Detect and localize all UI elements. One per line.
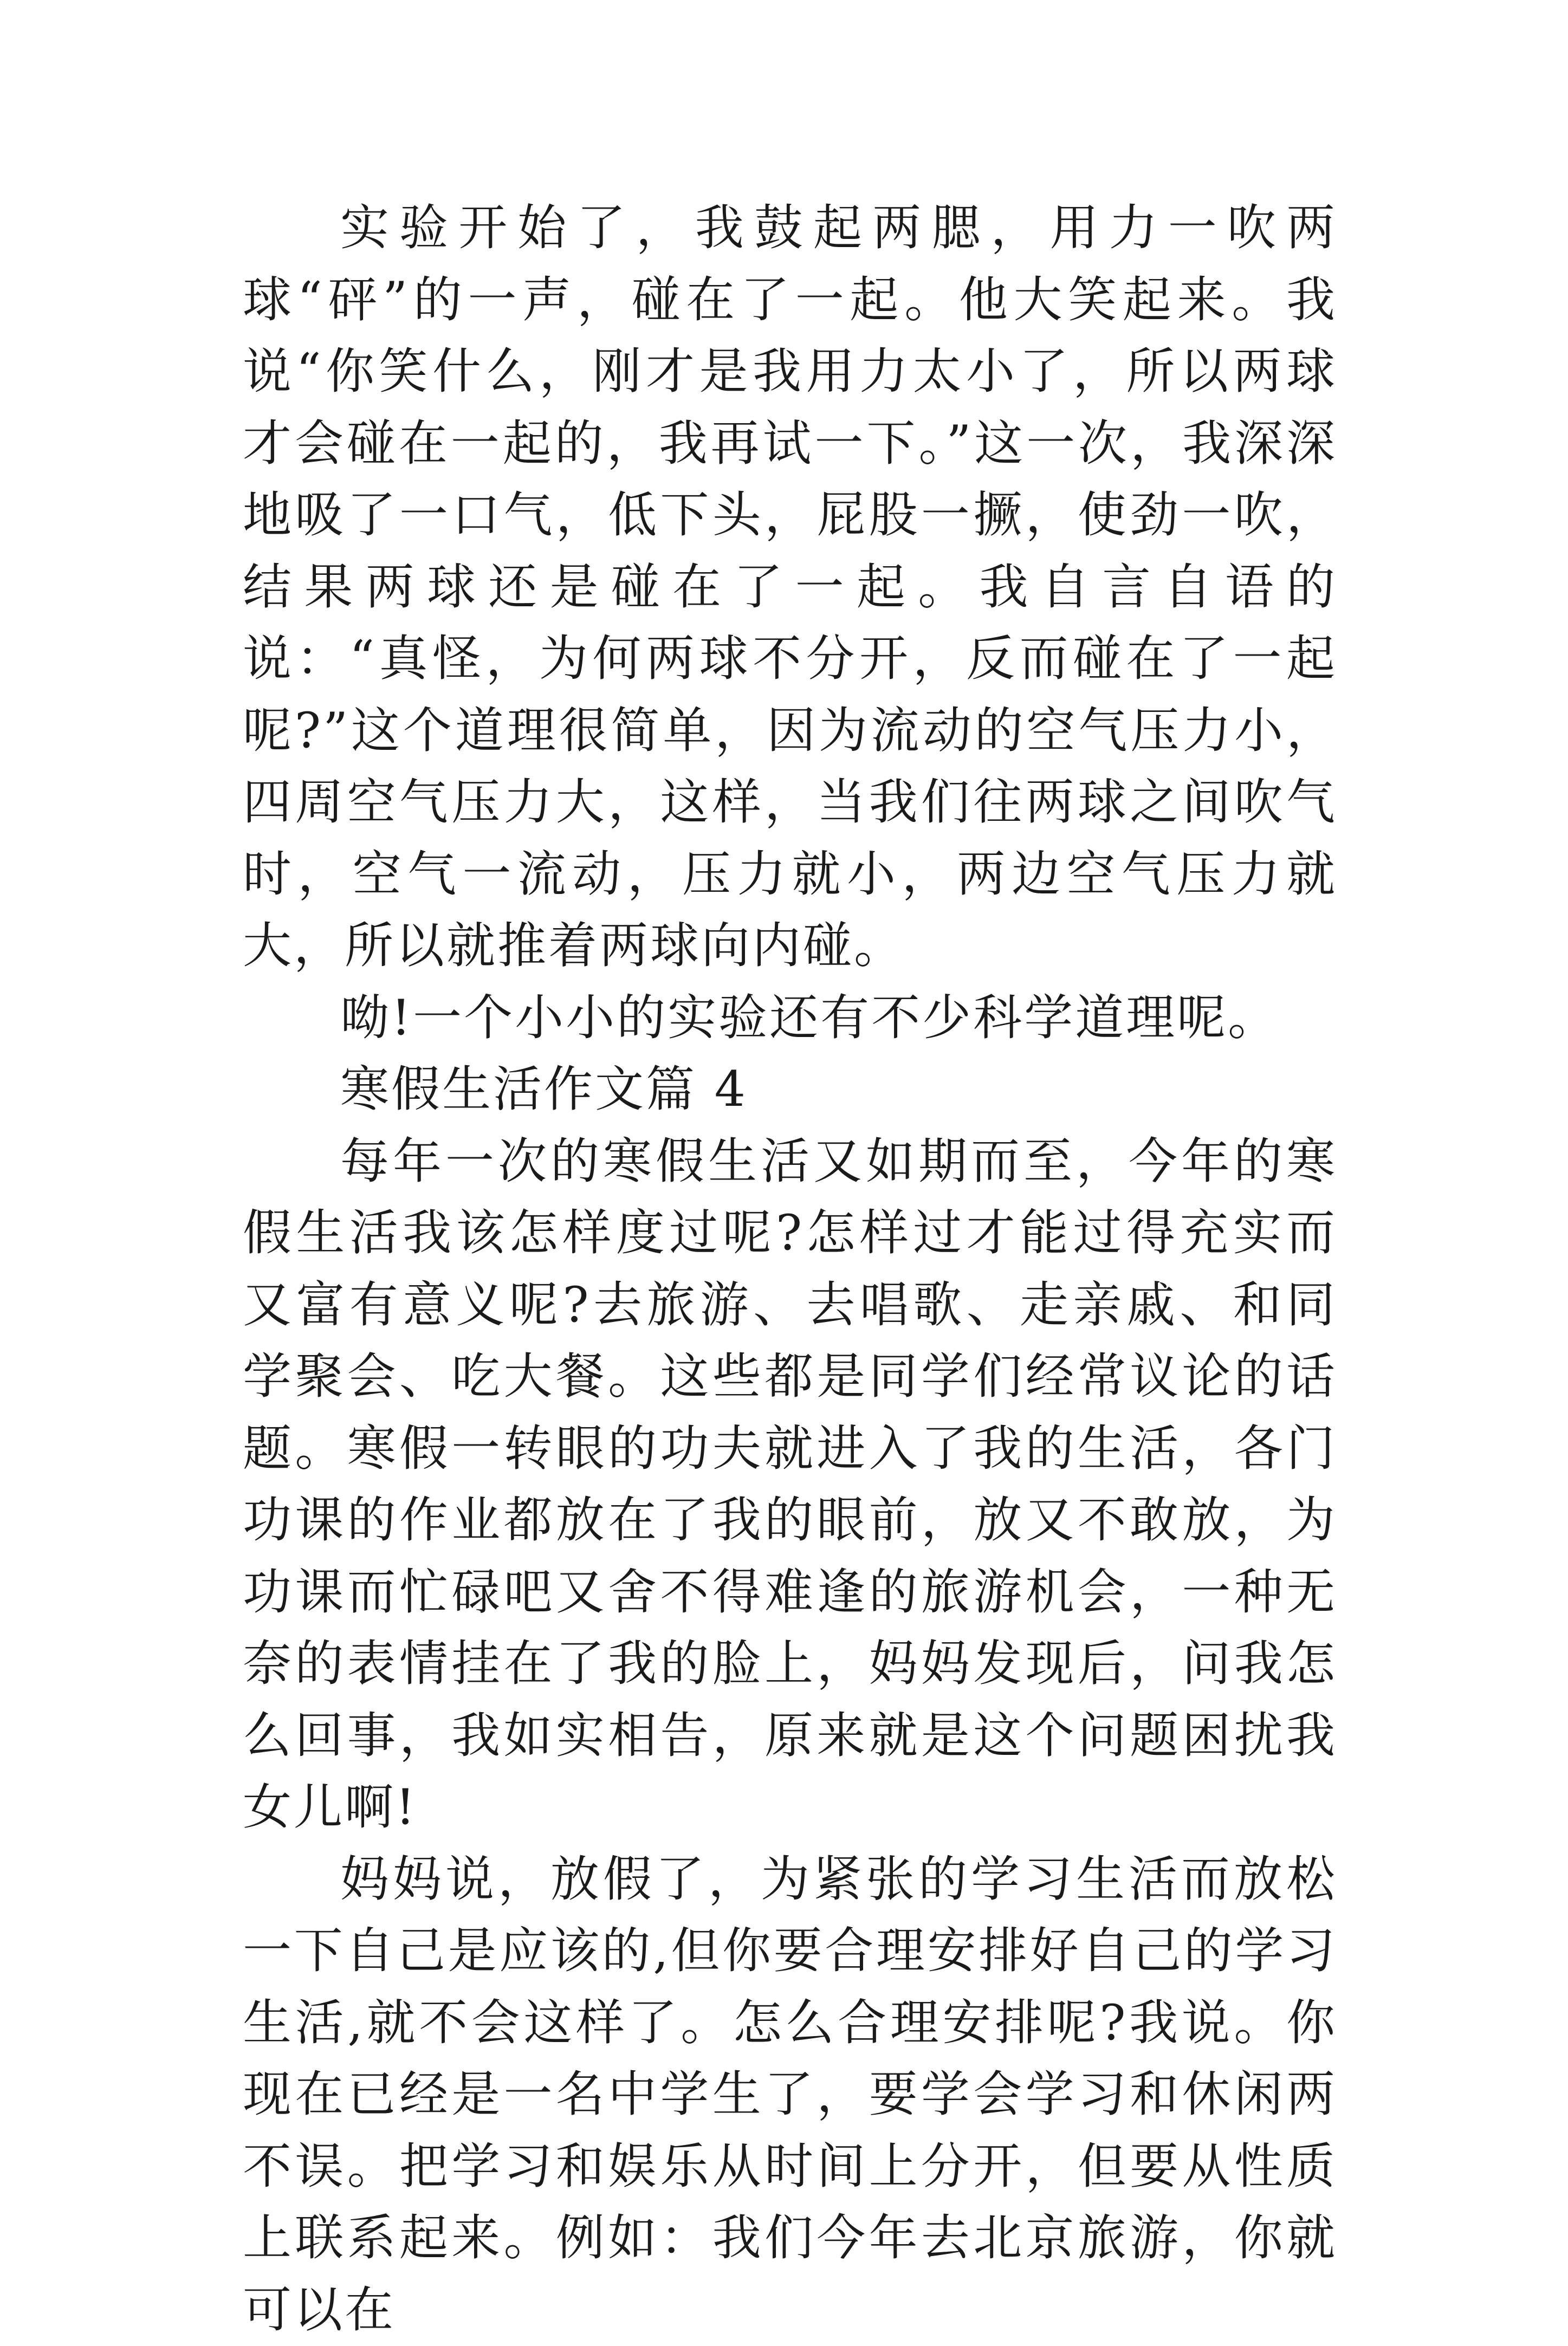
- paragraph-winter-vacation: 每年一次的寒假生活又如期而至，今年的寒假生活我该怎样度过呢?怎样过才能过得充实而又富有意义呢?去旅游、去唱歌、走亲戚、和同学聚会、吃大餐。这些都是同学们经常议论的话题。寒假一转眼的功夫就进入了我的生活，各门功课的作业都放在了我的眼前，放又不敢放，为功课而忙碌吧又舍不得难逢的旅游机会，一种无奈的表情挂在了我的脸上，妈妈发现后，问我怎么回事，我如实相告，原来就是这个问题困扰我女儿啊!: [243, 1126, 1337, 1844]
- paragraph-experiment: 实验开始了，我鼓起两腮，用力一吹两球“砰”的一声，碰在了一起。他大笑起来。我说“你笑什么，刚才是我用力太小了，所以两球才会碰在一起的，我再试一下。”这一次，我深深地吸了一口气，低下头，屁股一撅，使劲一吹，结果两球还是碰在了一起。我自言自语的说：“真怪，为何两球不分开，反而碰在了一起呢?”这个道理很简单，因为流动的空气压力小，四周空气压力大，这样，当我们往两球之间吹气时，空气一流动，压力就小，两边空气压力就大，所以就推着两球向内碰。: [243, 192, 1337, 982]
- document-body: [243, 192, 1337, 2346]
- paragraph-conclusion: 呦!一个小小的实验还有不少科学道理呢。: [243, 982, 1337, 1054]
- section-heading: 寒假生活作文篇 4: [243, 1054, 1337, 1126]
- paragraph-mother-advice: 妈妈说，放假了，为紧张的学习生活而放松一下自己是应该的,但你要合理安排好自己的学习生活,就不会这样了。怎么合理安排呢?我说。你现在已经是一名中学生了，要学会学习和休闲两不误。把学习和娱乐从时间上分开，但要从性质上联系起来。例如：我们今年去北京旅游，你就可以在: [243, 1844, 1337, 2346]
